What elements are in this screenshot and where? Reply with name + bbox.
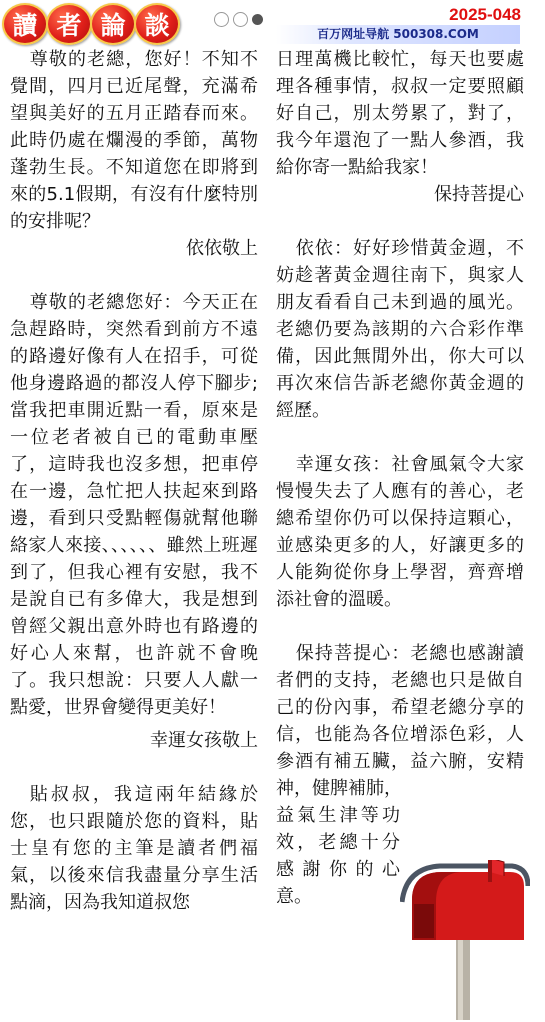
mailbox-icon (400, 860, 530, 1020)
title-char: 談 (134, 3, 180, 45)
letter-signature: 幸運女孩敬上 (150, 730, 258, 751)
reply-paragraph: 幸運女孩：社會風氣令大家慢慢失去了人應有的善心，老總希望你仍可以保持這顆心，並感染更多的人，好讓更多的人能夠從你身上學習，齊齊增添社會的溫暖。 (276, 454, 524, 610)
letter-paragraph: 日理萬機比較忙，每天也要處理各種事情，叔叔一定要照顧好自己，別太勞累了，對了，我今年還泡了一點人參酒，我給你寄一點給我家！ (276, 49, 524, 178)
circle-icon (214, 12, 229, 27)
title-char: 讀 (2, 3, 48, 45)
circle-icon (233, 12, 248, 27)
letter-signature: 依依敬上 (186, 238, 258, 259)
issue-number: 2025-048 (449, 5, 521, 24)
reply-paragraph: 益氣生津等功效，老總十分感謝你的心意。 (276, 805, 400, 907)
letter-paragraph: 尊敬的老總，您好！不知不覺間，四月已近尾聲，充滿希望與美好的五月正踏春而來。此時仍處在爛漫的季節，萬物蓬勃生長。不知道您在即將到來的5.1假期，有沒有什麼特別的安排呢？ (10, 49, 258, 232)
decorative-dots (214, 12, 263, 27)
right-column (276, 46, 524, 910)
dot-icon (252, 14, 263, 25)
title-char: 論 (90, 3, 136, 45)
letter-paragraph: 尊敬的老總您好：今天正在急趕路時，突然看到前方不遠的路邊好像有人在招手，可從他身邊路過的都沒人停下腳步;當我把車開近點一看，原來是一位老者被自已的電動車壓了，這時我也沒多想，把車停在一邊，急忙把人扶起來到路邊，看到只受點輕傷就幫他聯絡家人來接、、、、、、雖然上班遲到了，但我心裡有安慰，我不是說自已有多偉大，我是想到曾經父親出意外時也有路邊的好心人來幫，也許就不會晚了。我只想說：只要人人獻一點愛，世界會變得更美好！ (10, 292, 258, 718)
site-banner: 百万网址导航 500308.COM (276, 25, 520, 44)
title-char: 者 (46, 3, 92, 45)
reply-paragraph: 保持菩提心：老總也感謝讀者們的支持，老總也只是做自己的份內事，希望老總分享的信，也能為各位增添色彩，人參酒有補五臟，益六腑，安精神，健脾補肺， (276, 643, 524, 799)
column-title (2, 3, 178, 45)
left-column (10, 46, 258, 916)
letter-paragraph: 貼叔叔，我這兩年結緣於您，也只跟隨於您的資料，貼士皇有您的主筆是讀者們福氣，以後來信我盡量分享生活點滴，因為我知道叔您 (10, 784, 258, 913)
reply-paragraph: 依依：好好珍惜黃金週，不妨趁著黃金週往南下，與家人朋友看看自己未到過的風光。老總仍要為該期的六合彩作準備，因此無閒外出，你大可以再次來信告訴老總你黃金週的經歷。 (276, 238, 524, 421)
page-header (0, 0, 545, 46)
letter-signature: 保持菩提心 (434, 184, 524, 205)
